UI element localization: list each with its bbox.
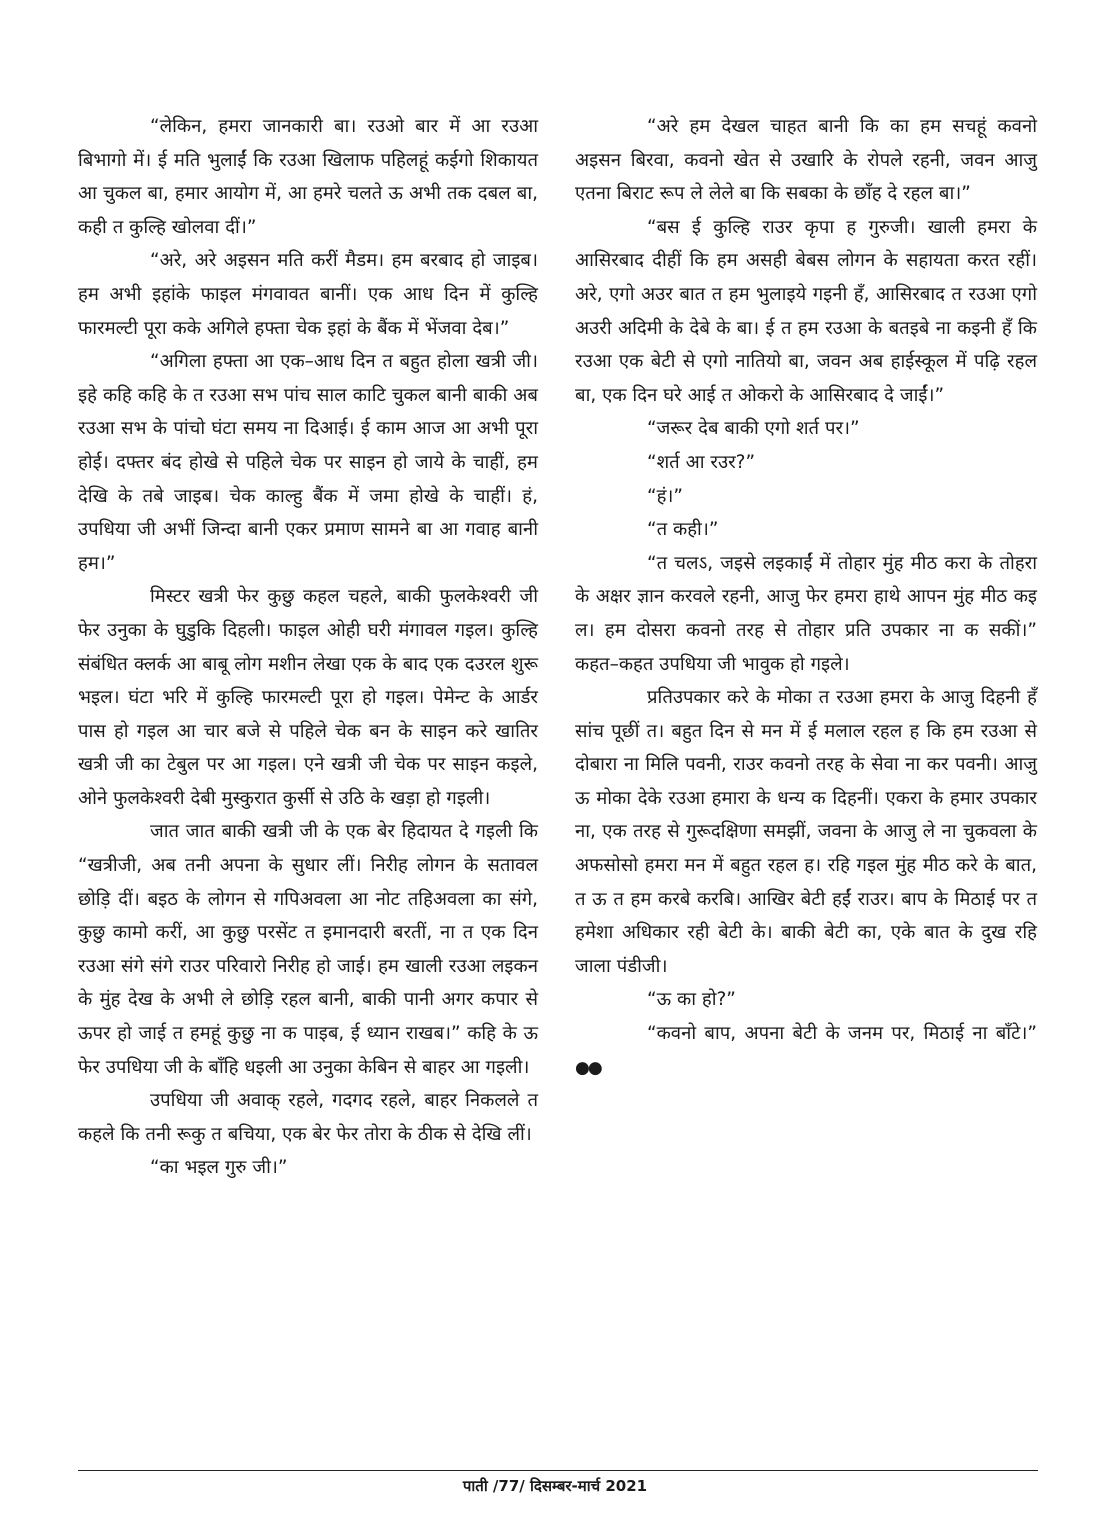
paragraph: जात जात बाकी खत्री जी के एक बेर हिदायत दे गइली कि “खत्रीजी, अब तनी अपना के सुधार लीं। निरीह लोगन के सतावल छोड़ि दीं। बइठ के लोगन से गपिअवला आ नोट तहिअवला का संगे, कुछु कामो करीं, आ कुछु परसेंट त इमानदारी बरतीं, ना त एक दिन रउआ संगे संगे राउर परिवारो निरीह हो जाई। हम खाली रउआ लइकन के मुंह देख के अभी ले छोड़ि रहल बानी, बाकी पानी अगर कपार से ऊपर हो जाई त हमहूं कुछु ना क पाइब, ई ध्यान राखब।” कहि के ऊ फेर उपधिया जी के बॉंहि धइली आ उनुका केबिन से बाहर आ गइली।: [78, 821, 538, 1078]
paragraph: “लेकिन, हमरा जानकारी बा। रउओ बार में आ रउआ बिभागो में। ई मति भुलाईं कि रउआ खिलाफ पहिलहूं कईगो शिकायत आ चुकल बा, हमार आयोग में, आ हमरे चलते ऊ अभी तक दबल बा, कही त कुल्हि खोलवा दीं।”: [78, 116, 538, 238]
paragraph: “अरे, अरे अइसन मति करीं मैडम। हम बरबाद हो जाइब। हम अभी इहांके फाइल मंगवावत बानीं। एक आध दिन में कुल्हि फारमल्टी पूरा कके अगिले हफ्ता चेक इहां के बैंक में भेंजवा देब।”: [78, 250, 538, 339]
left-text-column: [78, 110, 538, 1185]
paragraph: “शर्त आ रउर?”: [647, 451, 756, 473]
footer-divider: [78, 1470, 1038, 1471]
paragraph: “अगिला हफ्ता आ एक–आध दिन त बहुत होला खत्री जी। इहे कहि कहि के त रउआ सभ पांच साल काटि चुकल बानी बाकी अब रउआ सभ के पांचो घंटा समय ना दिआई। ई काम आज आ अभी पूरा होई। दफ्तर बंद होखे से पहिले चेक पर साइन हो जाये के चाहीं, हम देखि के तबे जाइब। चेक काल्हु बैंक में जमा होखे के चाहीं। हं, उपधिया जी अभीं जिन्दा बानी एकर प्रमाण सामने बा आ गवाह बानी हम।”: [78, 351, 538, 574]
end-of-story-mark: ●●: [575, 1057, 601, 1078]
paragraph: उपधिया जी अवाक् रहले, गदगद रहले, बाहर निकलले त कहले कि तनी रूकु त बचिया, एक बेर फेर तोरा के ठीक से देखि लीं।: [78, 1090, 538, 1145]
paragraph: मिस्टर खत्री फेर कुछु कहल चहले, बाकी फुलकेश्वरी जी फेर उनुका के घुडुकि दिहली। फाइल ओही घरी मंगावल गइल। कुल्हि संबंधित क्लर्क आ बाबू लोग मशीन लेखा एक के बाद एक दउरल शुरू भइल। घंटा भरि में कुल्हि फारमल्टी पूरा हो गइल। पेमेन्ट के आर्डर पास हो गइल आ चार बजे से पहिले चेक बन के साइन करे खातिर खत्री जी का टेबुल पर आ गइल। एने खत्री जी चेक पर साइन कइले, ओने फुलकेश्वरी देबी मुस्कुरात कुर्सी से उठि के खड़ा हो गइली।: [78, 586, 538, 809]
last-paragraph-text: “कवनो बाप, अपना बेटी के जनम पर, मिठाई ना बॉंटे।”: [647, 1023, 1037, 1045]
paragraph: “का भइल गुरु जी।”: [150, 1157, 288, 1179]
right-text-column: [575, 110, 1037, 1085]
paragraph: “जरूर देब बाकी एगो शर्त पर।”: [647, 418, 860, 440]
paragraph: “बस ई कुल्हि राउर कृपा ह गुरुजी। खाली हमरा के आसिरबाद दीहीं कि हम असही बेबस लोगन के सहायता करत रहीं। अरे, एगो अउर बात त हम भुलाइये गइनी हँ, आसिरबाद त रउआ एगो अउरी अदिमी के देबे के बा। ई त हम रउआ के बतइबे ना कइनी हँ कि रउआ एक बेटी से एगो नातियो बा, जवन अब हाईस्कूल में पढ़ि रहल बा, एक दिन घरे आई त ओकरो के आसिरबाद दे जाईं।”: [575, 216, 1037, 406]
paragraph: “ऊ का हो?”: [647, 989, 736, 1011]
paragraph: प्रतिउपकार करे के मोका त रउआ हमरा के आजु दिहनी हँ सांच पूछीं त। बहुत दिन से मन में ई मलाल रहल ह कि हम रउआ से दोबारा ना मिलि पवनी, राउर कवनो तरह के सेवा ना कर पवनी। आजु ऊ मोका देके रउआ हमारा के धन्य क दिहनीं। एकरा के हमार उपकार ना, एक तरह से गुरूदक्षिणा समझीं, जवना के आजु ले ना चुकवला के अफसोसो हमरा मन में बहुत रहल ह। रहि गइल मुंह मीठ करे के बात, त ऊ त हम करबे करबि। आखिर बेटी हईं राउर। बाप के मिठाई पर त हमेशा अधिकार रही बेटी के। बाकी बेटी का, एके बात के दुख रहि जाला पंडीजी।: [575, 687, 1037, 977]
paragraph: “हं।”: [647, 485, 684, 507]
paragraph: “अरे हम देखल चाहत बानी कि का हम सचहूं कवनो अइसन बिरवा, कवनो खेत से उखारि के रोपले रहनी, जवन आजु एतना बिराट रूप ले लेले बा कि सबका के छॉंह दे रहल बा।”: [575, 116, 1037, 205]
last-paragraph: [575, 1017, 1037, 1085]
paragraph: “त कही।”: [647, 519, 719, 541]
page-footer: पाती /77/ दिसम्बर-मार्च 2021: [462, 1477, 648, 1495]
paragraph: “त चलऽ, जइसे लइकाईं में तोहार मुंह मीठ करा के तोहरा के अक्षर ज्ञान करवले रहनी, आजु फेर हमरा हाथे आपन मुंह मीठ कइ ल। हम दोसरा कवनो तरह से तोहार प्रति उपकार ना क सकीं।” कहत–कहत उपधिया जी भावुक हो गइले।: [575, 552, 1037, 675]
